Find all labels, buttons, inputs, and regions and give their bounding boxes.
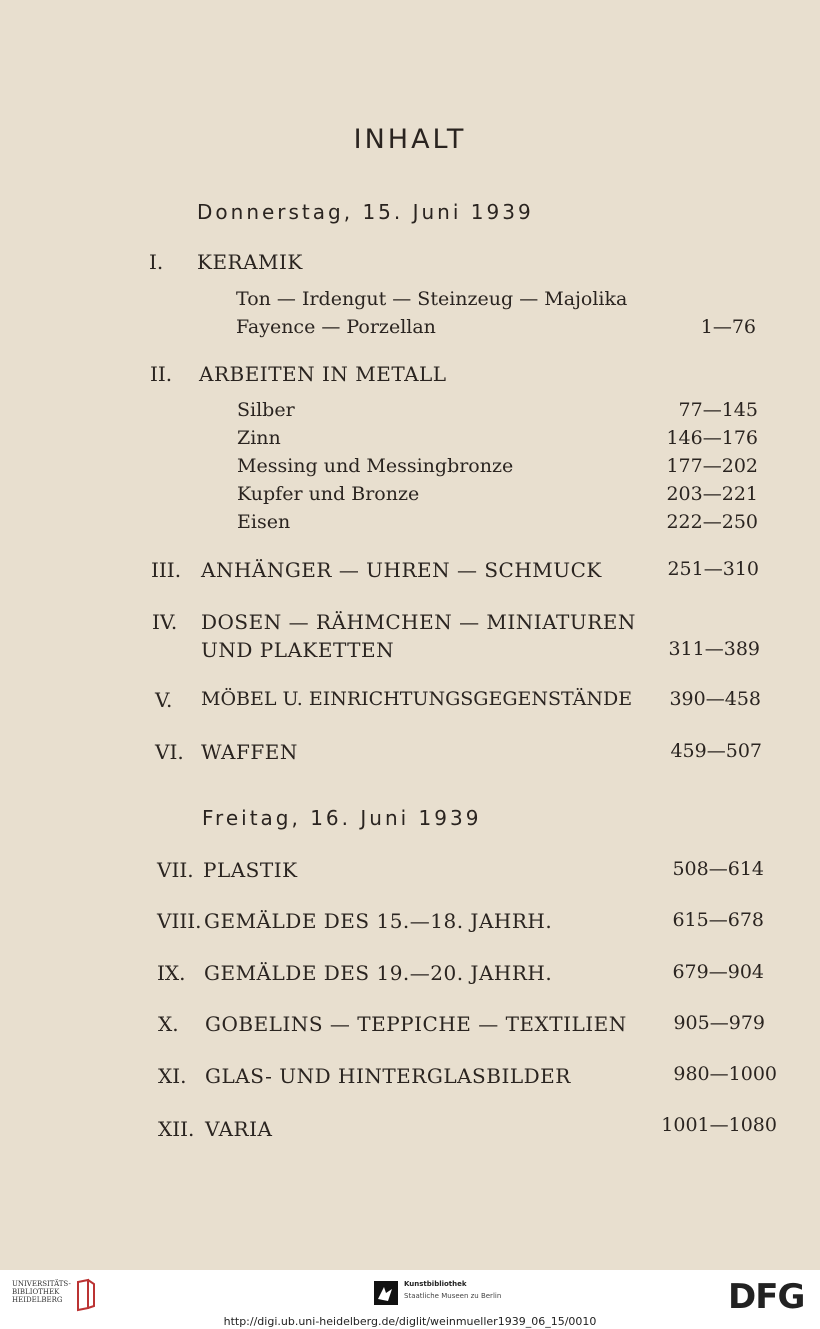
lot-range: 508—614: [672, 858, 764, 880]
section-number: VIII.: [157, 909, 202, 933]
university-library-emblem-icon[interactable]: [74, 1278, 98, 1312]
permalink-url[interactable]: http://digi.ub.uni-heidelberg.de/diglit/weinmueller1939_06_15/0010: [223, 1315, 597, 1328]
lot-range: 905—979: [673, 1012, 765, 1034]
kunstbibliothek-subtitle: Staatliche Museen zu Berlin: [404, 1292, 502, 1300]
subsection-label: Zinn: [237, 427, 281, 449]
lot-range: 222—250: [666, 511, 758, 533]
section-number: XI.: [158, 1064, 187, 1088]
section-number: II.: [150, 362, 173, 386]
kunstbibliothek-title: Kunstbibliothek: [404, 1280, 467, 1288]
section-number: IV.: [152, 610, 178, 634]
lot-range: 177—202: [666, 455, 758, 477]
section-title: UND PLAKETTEN: [201, 638, 395, 662]
section-title: DOSEN — RÄHMCHEN — MINIATUREN: [201, 610, 636, 634]
lot-range: 1001—1080: [661, 1114, 777, 1136]
section-number: IX.: [157, 961, 186, 985]
lot-range: 615—678: [672, 909, 764, 931]
lot-range: 679—904: [672, 961, 764, 983]
section-number: VI.: [155, 740, 184, 764]
section-number: XII.: [158, 1117, 195, 1141]
date-heading-1: Donnerstag, 15. Juni 1939: [197, 200, 534, 224]
section-number: III.: [151, 558, 182, 582]
university-library-logo-text[interactable]: UNIVERSITÄTS- BIBLIOTHEK HEIDELBERG: [12, 1280, 71, 1304]
lot-range: 203—221: [666, 483, 758, 505]
subsection-label: Silber: [237, 399, 295, 421]
footer-bar: [0, 1270, 820, 1329]
section-number: VII.: [157, 858, 194, 882]
lot-range: 146—176: [666, 427, 758, 449]
section-number: I.: [149, 250, 164, 274]
lot-range: 77—145: [678, 399, 758, 421]
dfg-logo[interactable]: DFG: [728, 1277, 805, 1317]
subsection-label: Eisen: [237, 511, 291, 533]
section-title: GEMÄLDE DES 15.—18. JAHRH.: [204, 909, 553, 933]
lot-range: 459—507: [670, 740, 762, 762]
section-title: ARBEITEN IN METALL: [199, 362, 447, 386]
section-number: V.: [155, 688, 173, 712]
lot-range: 390—458: [669, 688, 761, 710]
subsection-label: Fayence — Porzellan: [236, 316, 436, 338]
section-number: X.: [158, 1012, 179, 1036]
lot-range: 1—76: [700, 316, 756, 338]
page-title: INHALT: [353, 124, 467, 155]
section-title: GOBELINS — TEPPICHE — TEXTILIEN: [205, 1012, 627, 1036]
kunstbibliothek-logo-icon[interactable]: [374, 1281, 398, 1305]
lot-range: 251—310: [667, 558, 759, 580]
date-heading-2: Freitag, 16. Juni 1939: [202, 806, 482, 830]
subsection-label: Ton — Irdengut — Steinzeug — Majolika: [236, 288, 628, 310]
section-title: GLAS- UND HINTERGLASBILDER: [205, 1064, 571, 1088]
section-title: WAFFEN: [201, 740, 298, 764]
section-title: KERAMIK: [197, 250, 303, 274]
lot-range: 311—389: [668, 638, 760, 660]
section-title: MÖBEL U. EINRICHTUNGSGEGENSTÄNDE: [201, 688, 633, 710]
subsection-label: Messing und Messingbronze: [237, 455, 514, 477]
section-title: VARIA: [205, 1117, 273, 1141]
subsection-label: Kupfer und Bronze: [237, 483, 420, 505]
section-title: PLASTIK: [203, 858, 298, 882]
section-title: ANHÄNGER — UHREN — SCHMUCK: [201, 558, 602, 582]
lot-range: 980—1000: [673, 1063, 777, 1085]
section-title: GEMÄLDE DES 19.—20. JAHRH.: [204, 961, 553, 985]
